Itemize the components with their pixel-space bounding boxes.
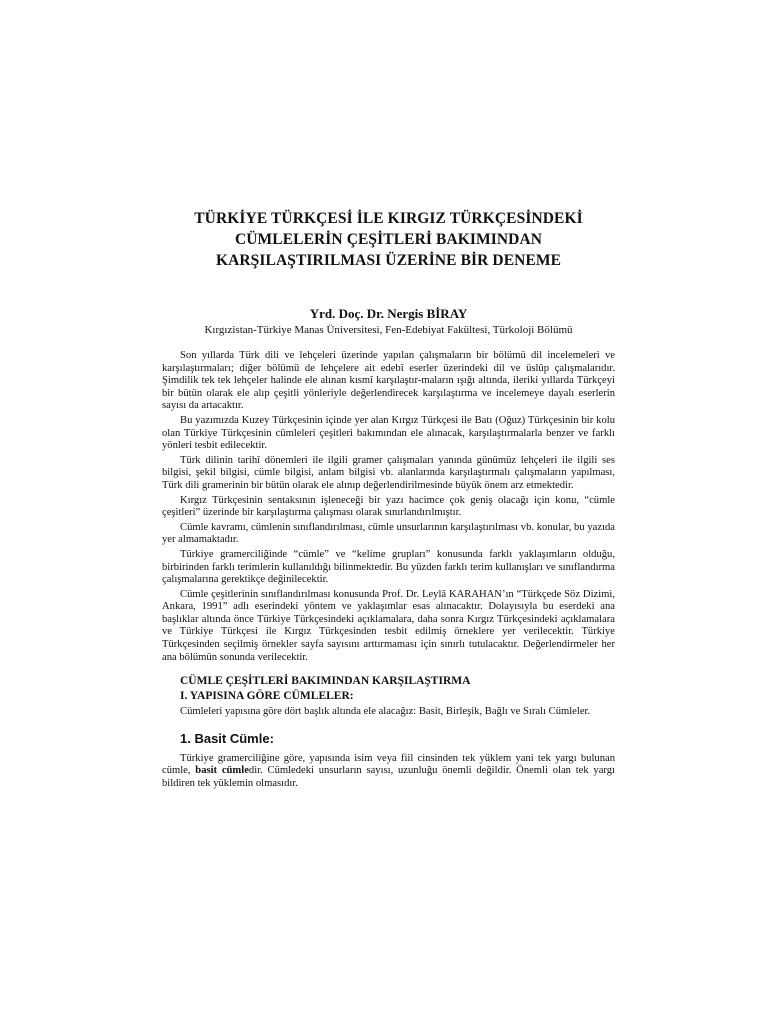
basit-term: basit cümle	[195, 765, 249, 777]
document-page	[162, 208, 615, 790]
author-name: Yrd. Doç. Dr. Nergis BİRAY	[309, 306, 468, 321]
paragraph: Türk dilinin tarihî dönemleri ile ilgili gramer çalışmaları yanında günümüz lehçeleri ile ilgili ses bilgisi, şekil bilgisi, cümle bilgisi, anlam bilgisi vb. alanlarında karşılaştırmalı çalışmaların yapılması, Türk dili gramerinin bir bütün olarak ele alınıp değerlendirilmesinde büyük önem arz etmektedir.	[162, 454, 615, 491]
author-affiliation: Kırgızistan-Türkiye Manas Üniversitesi, Fen-Edebiyat Fakültesi, Türkoloji Bölümü	[204, 324, 573, 336]
basit-cumle-heading: 1. Basit Cümle:	[180, 730, 274, 746]
paragraph: Türkiye gramerciliğinde “cümle” ve “kelime grupları” konusunda farklı yaklaşımların olduğu, birbirinden farklı terimlerin kullanıldığı bilinmektedir. Bu yüzden farklı terim kullanışları ve sınıflandırma çalışmalarına gerektikçe değinilecektir.	[162, 548, 615, 586]
title-block	[162, 208, 615, 271]
paragraph: Bu yazımızda Kuzey Türkçesinin içinde yer alan Kırgız Türkçesi ile Batı (Oğuz) Türkçesinin bir kolu olan Türkiye Türkçesinin cümleleri çeşitleri bakımından ele alınacak, karşılaştırmalarla benzer ve farklı yönleri tesbit edilecektir.	[162, 414, 615, 452]
title-line-3: KARŞILAŞTIRILMASI ÜZERİNE BİR DENEME	[215, 252, 562, 269]
title-line-1: TÜRKİYE TÜRKÇESİ İLE KIRGIZ TÜRKÇESİNDEKİ	[194, 210, 583, 227]
paragraph: Kırgız Türkçesinin sentaksının işleneceği bir yazı hacimce çok geniş olacağı için konu, “cümle çeşitleri” üzerinde bir karşılaştırma çalışması olarak sınırlandırılmıştır.	[162, 494, 615, 519]
paragraph: Son yıllarda Türk dili ve lehçeleri üzerinde yapılan çalışmaların bir bölümü dil incelemeleri ve karşılaştırmaları; diğer bölümü de lehçelere ait edebî eserler üzerindeki dil ve üslûp çalışmalarıdır. Şimdilik tek tek lehçeler halinde ele alınan kısmî karşılaştır-maların ışığı altında, ileriki yıllarda Türkçeyi bir bütün olarak ele alıp çeşitli yönleriyle değerlendirecek karşılaştırma ve incelemeye dayalı eserlerin sayısı da artacaktır.	[162, 350, 615, 412]
section-heading: CÜMLE ÇEŞİTLERİ BAKIMINDAN KARŞILAŞTIRMA	[180, 675, 471, 688]
structure-paragraph: Cümleleri yapısına göre dört başlık altında ele alacağız: Basit, Birleşik, Bağlı ve Sıralı Cümleler.	[180, 706, 591, 718]
sub-heading: I. YAPISINA GÖRE CÜMLELER:	[180, 690, 354, 703]
document-body	[162, 350, 615, 793]
paragraph: Cümle kavramı, cümlenin sınıflandırılması, cümle unsurlarının karşılaştırılması vb. konular, bu yazıda yer almamaktadır.	[162, 521, 615, 546]
basit-text-before: Türkiye gramerciliğine göre, yapısında isim veya fiil cinsinden tek yüklem yani tek yargı bulunan cümle,	[162, 752, 615, 777]
basit-cumle-paragraph	[162, 753, 615, 791]
basit-text-after: dir. Cümledeki unsurların sayısı, uzunluğu önemli değildir. Önemli olan tek yargı bildiren tek yüklemin olmasıdır.	[162, 765, 615, 790]
title-line-2: CÜMLELERİN ÇEŞİTLERİ BAKIMINDAN	[234, 231, 543, 248]
paragraph: Cümle çeşitlerinin sınıflandırılması konusunda Prof. Dr. Leylâ KARAHAN’ın “Türkçede Söz Dizimi, Ankara, 1991” adlı eserindeki yöntem ve yaklaşımlar esas alınacaktır. Dolayısıyla bu eserdeki ana başlıklar altında önce Türkiye Türkçesindeki açıklamalara, daha sonra Kırgız Türkçesindeki açıklamalara ve Türkiye Türkçesi ile Kırgız Türkçesinden tesbit edilmiş örneklere yer verilecektir. Türkiye Türkçesinden seçilmiş örnekler sayfa sayısını arttırmaması için sınırlı tutulacaktır. Değerlendirmeler her ana bölümün sonunda verilecektir.	[162, 588, 615, 663]
